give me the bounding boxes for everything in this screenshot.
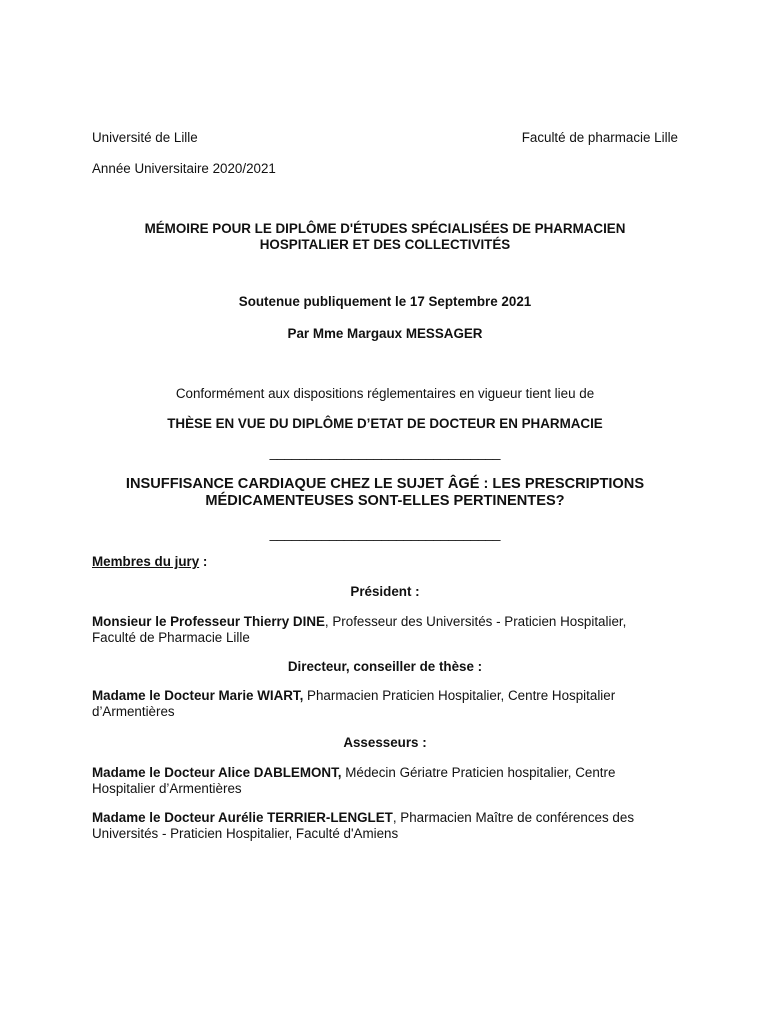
- president-role: Président :: [350, 584, 420, 599]
- thesis-title: [92, 476, 678, 510]
- assessor-2-name: Madame le Docteur Aurélie TERRIER-LENGLET: [92, 810, 393, 825]
- assessor-1-desc-1: Médecin Gériatre Praticien hospitalier, Centre: [341, 765, 616, 780]
- memoire-title-line-2: HOSPITALIER ET DES COLLECTIVITÉS: [259, 237, 511, 252]
- separator-top: _______________________________: [269, 445, 501, 460]
- author-line: Par Mme Margaux MESSAGER: [287, 326, 483, 341]
- memoire-title: [92, 221, 678, 253]
- header-row: [92, 130, 678, 146]
- jury-heading: [92, 554, 207, 570]
- jury-heading-label: Membres du jury: [92, 554, 200, 569]
- these-title: THÈSE EN VUE DU DIPLÔME D’ETAT DE DOCTEUR EN PHARMACIE: [167, 416, 603, 431]
- defense-date: Soutenue publiquement le 17 Septembre 2021: [238, 294, 532, 309]
- president-desc-1: , Professeur des Universités - Praticien Hospitalier,: [324, 614, 627, 629]
- president-entry: [92, 614, 682, 646]
- president-name: Monsieur le Professeur Thierry DINE: [92, 614, 325, 629]
- memoire-title-line-1: MÉMOIRE POUR LE DIPLÔME D'ÉTUDES SPÉCIALISÉES DE PHARMACIEN: [144, 221, 626, 236]
- university-name: Université de Lille: [92, 130, 198, 145]
- director-name: Madame le Docteur Marie WIART,: [92, 688, 304, 703]
- thesis-title-line-2: MÉDICAMENTEUSES SONT-ELLES PERTINENTES?: [205, 493, 565, 509]
- thesis-title-line-1: INSUFFISANCE CARDIAQUE CHEZ LE SUJET ÂGÉ : LES PRESCRIPTIONS: [125, 476, 645, 492]
- director-desc-2: d’Armentières: [92, 704, 175, 719]
- director-entry: [92, 688, 682, 720]
- assessor-1-name: Madame le Docteur Alice DABLEMONT,: [92, 765, 342, 780]
- faculty-name: Faculté de pharmacie Lille: [521, 130, 678, 145]
- separator-bottom: _______________________________: [269, 526, 501, 541]
- director-role: Directeur, conseiller de thèse :: [287, 659, 483, 674]
- director-desc-1: Pharmacien Praticien Hospitalier, Centre Hospitalier: [303, 688, 616, 703]
- compliance-text: Conformément aux dispositions réglementaires en vigueur tient lieu de: [175, 386, 595, 401]
- assessor-2-desc-2: Universités - Praticien Hospitalier, Faculté d'Amiens: [92, 826, 399, 841]
- assessor-2-desc-1: , Pharmacien Maître de conférences des: [392, 810, 635, 825]
- assessor-1-entry: [92, 765, 682, 797]
- academic-year: Année Universitaire 2020/2021: [92, 161, 276, 176]
- president-desc-2: Faculté de Pharmacie Lille: [92, 630, 250, 645]
- assessor-2-entry: [92, 810, 682, 842]
- assessors-role: Assesseurs :: [343, 735, 427, 750]
- assessor-1-desc-2: Hospitalier d’Armentières: [92, 781, 242, 796]
- jury-heading-colon: :: [199, 554, 208, 569]
